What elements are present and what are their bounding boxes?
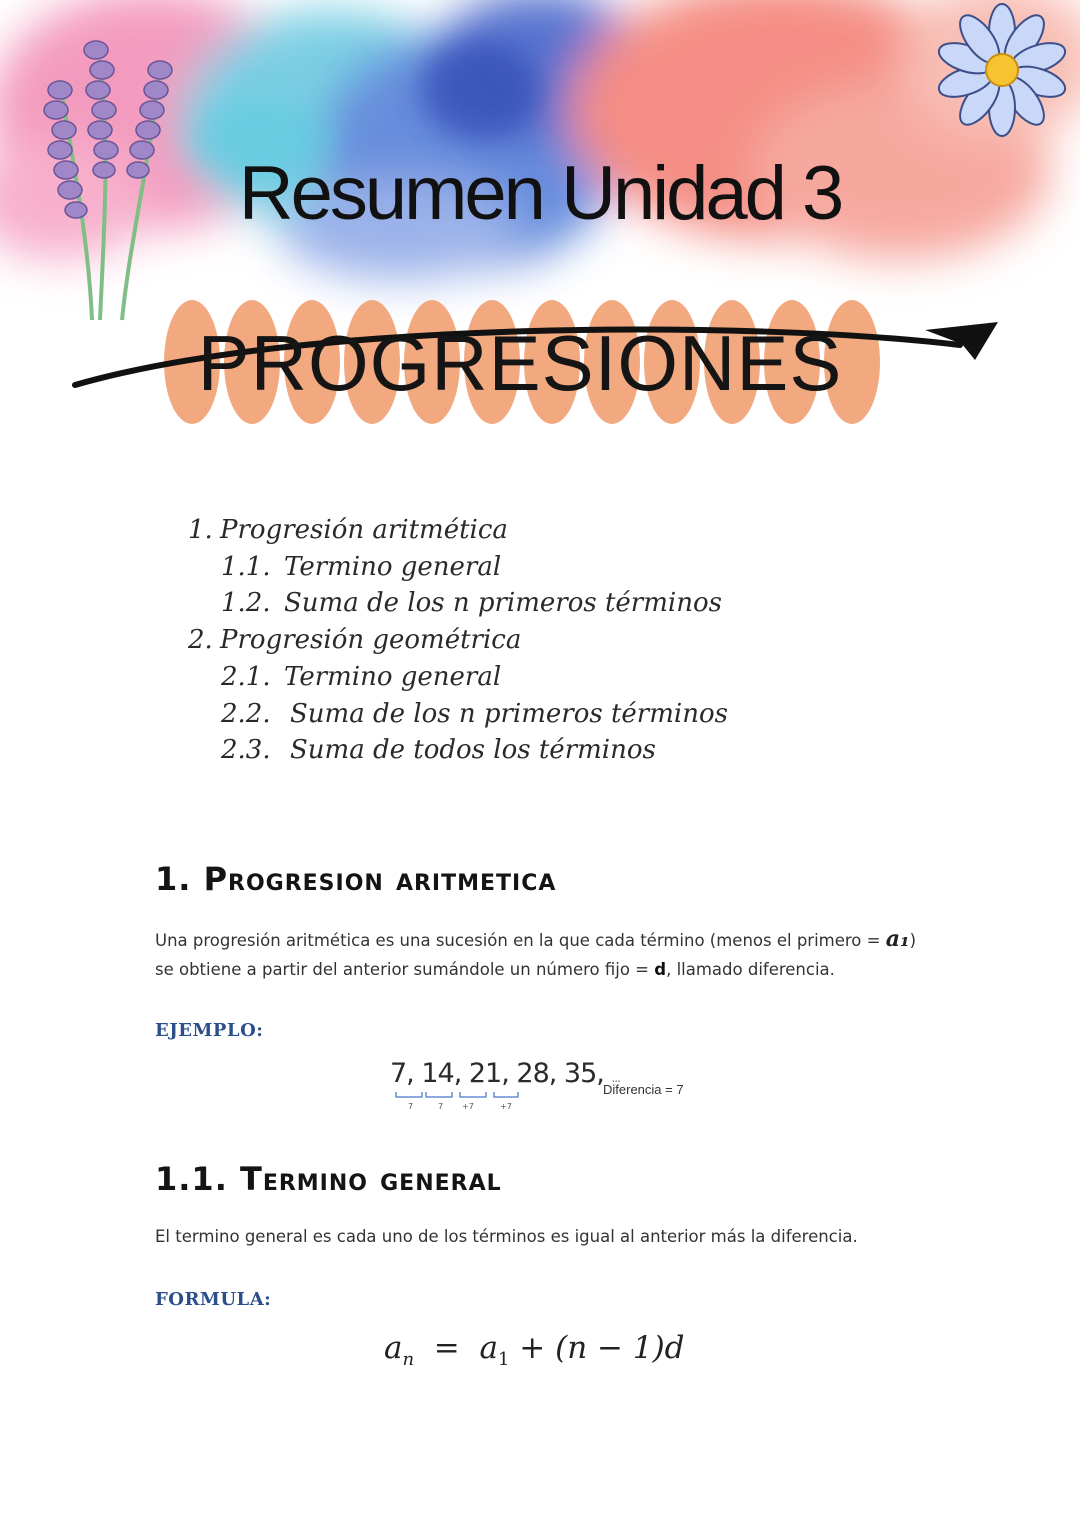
sequence-step-labels: 7 7 +7 +7 — [408, 1102, 512, 1111]
toc-item: 1.2. Suma de los n primeros términos — [221, 588, 722, 619]
difference-note: Diferencia = 7 — [603, 1082, 684, 1097]
formula-label: FORMULA: — [155, 1289, 272, 1310]
toc-item: 2.3. Suma de todos los términos — [221, 735, 656, 766]
page-title: Resumen Unidad 3 — [238, 151, 842, 236]
toc-item: 2. Progresión geométrica — [188, 625, 522, 656]
arithmetic-definition: Una progresión aritmética es una sucesión en la que cada término (menos el primero = a₁) se obtiene a partir del anterior sumándole un número fijo = d, llamado diferencia. — [155, 926, 917, 979]
toc-item: 2.1. Termino general — [221, 661, 502, 692]
toc-item: 2.2. Suma de los n primeros términos — [221, 698, 728, 729]
section-heading-general-term: 1.1. Termino general — [155, 1160, 502, 1198]
general-term-definition: El termino general es cada uno de los términos es igual al anterior más la diferencia. — [155, 1227, 858, 1246]
toc-item: 1. Progresión aritmética — [188, 515, 508, 545]
general-term-formula: $a_n = a_1 + (n - 1)d$ — [384, 1330, 685, 1371]
banner-title: PROGRESIONES — [197, 319, 843, 407]
section-heading-arithmetic: 1. Progresion aritmetica — [155, 860, 557, 898]
table-of-contents — [188, 512, 728, 769]
toc-item: 1.1. Termino general — [221, 551, 502, 582]
example-label: EJEMPLO: — [155, 1020, 264, 1041]
example-sequence: 7, 14, 21, 28, 35, ... — [390, 1058, 620, 1089]
